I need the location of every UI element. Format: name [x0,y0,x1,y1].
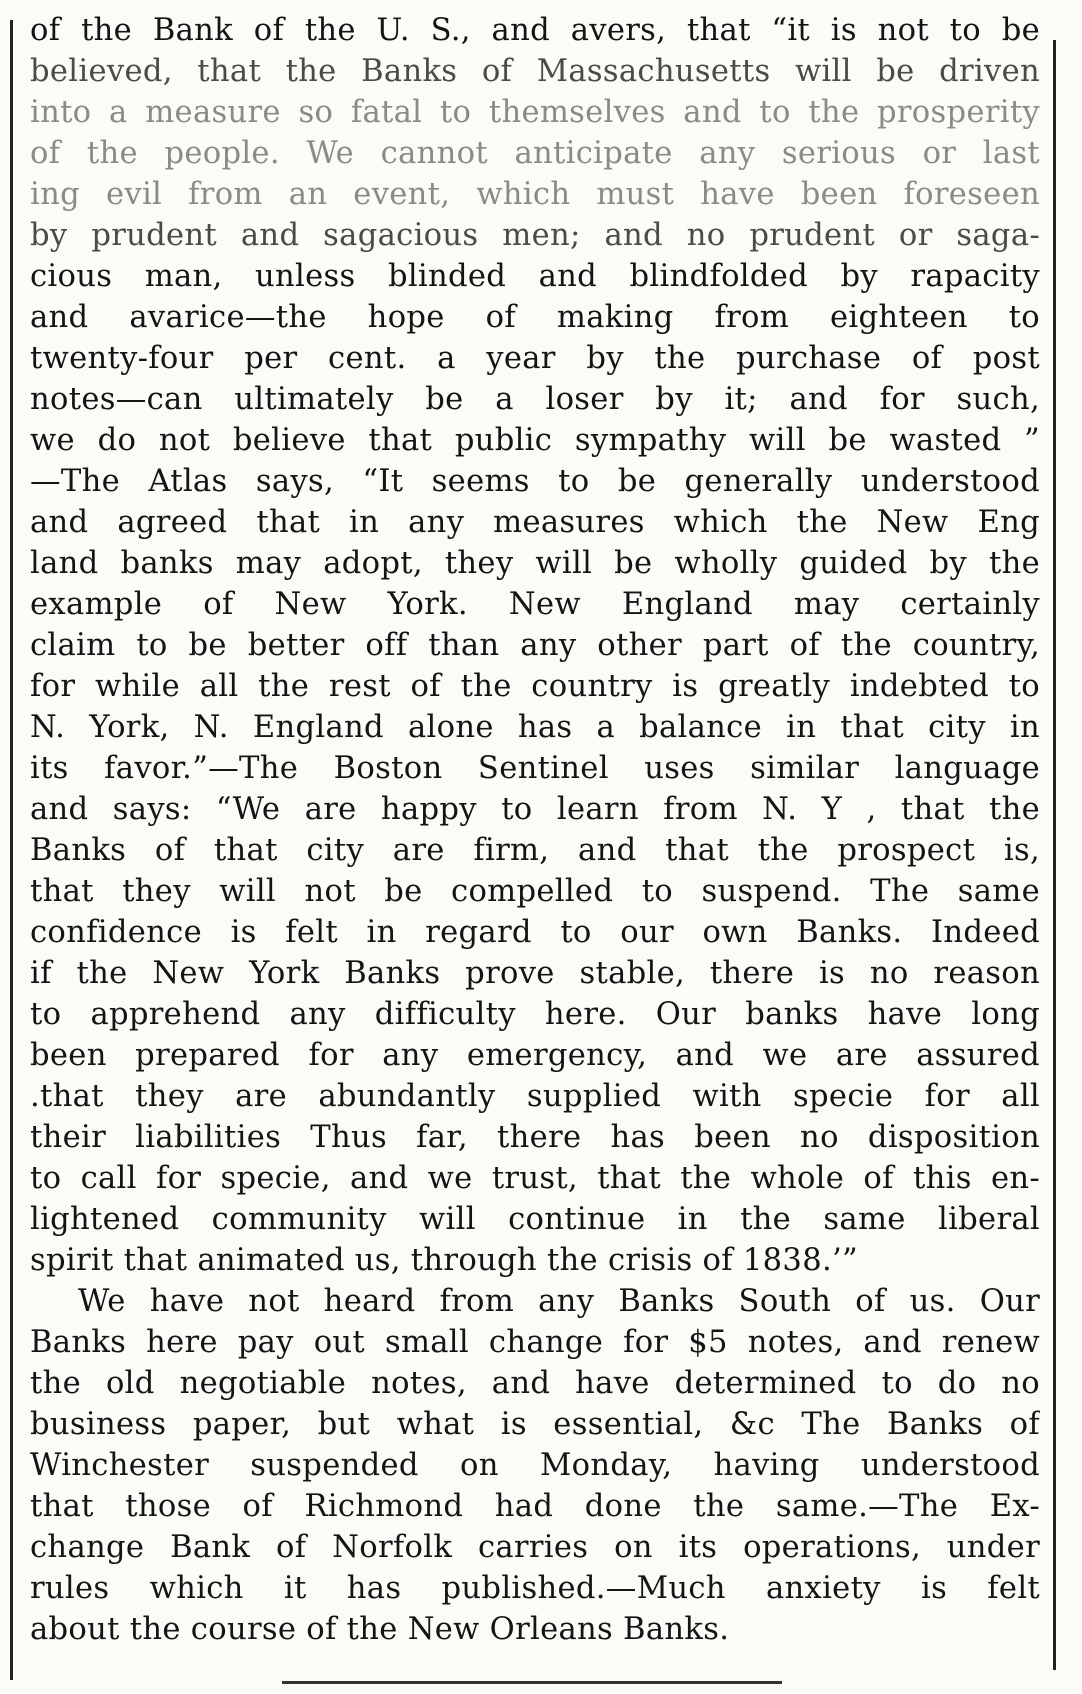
article-line: of the Bank of the U. S., and avers, that “it is not to be [30,13,1040,48]
article-line: Banks here pay out small change for $5 notes, and renew [30,1325,1040,1360]
article-line: We have not heard from any Banks South of us. Our [78,1284,1040,1319]
article-line: N. York, N. England alone has a balance in that city in [30,710,1040,745]
article-line: for while all the rest of the country is greatly indebted to [30,669,1040,704]
article-line: land banks may adopt, they will be wholly guided by the [30,546,1040,581]
article-line: claim to be better off than any other part of the country, [30,628,1040,663]
article-line: and agreed that in any measures which the New Eng [30,505,1040,540]
article-line: and says: “We are happy to learn from N. Y , that the [30,792,1040,827]
article-line: by prudent and sagacious men; and no prudent or saga- [30,218,1040,253]
article-line: Banks of that city are firm, and that the prospect is, [30,833,1040,868]
article-line: that those of Richmond had done the same.—The Ex- [30,1489,1040,1524]
article-column [30,10,1040,1650]
article-line: change Bank of Norfolk carries on its operations, under [30,1530,1040,1565]
article-line: and avarice—the hope of making from eighteen to [30,300,1040,335]
article-line: lightened community will continue in the same liberal [30,1202,1040,1237]
article-line: .that they are abundantly supplied with specie for all [30,1079,1040,1114]
article-line: its favor.”—The Boston Sentinel uses similar language [30,751,1040,786]
column-rule-right [1053,40,1056,1670]
article-line: into a measure so fatal to themselves and to the prosperity [30,95,1040,130]
column-rule-left [10,20,13,1680]
article-line: to apprehend any difficulty here. Our banks have long [30,997,1040,1032]
article-line: example of New York. New England may certainly [30,587,1040,622]
article-line: cious man, unless blinded and blindfolded by rapacity [30,259,1040,294]
article-line: spirit that animated us, through the crisis of 1838.’” [30,1243,858,1278]
article-line: twenty-four per cent. a year by the purchase of post [30,341,1040,376]
article-line: business paper, but what is essential, &c The Banks of [30,1407,1040,1442]
article-line: to call for specie, and we trust, that the whole of this en- [30,1161,1040,1196]
article-line: that they will not be compelled to suspend. The same [30,874,1040,909]
article-line: ing evil from an event, which must have been foreseen [30,177,1040,212]
article-line: —The Atlas says, “It seems to be generally understood [30,464,1040,499]
article-line: their liabilities Thus far, there has been no disposition [30,1120,1040,1155]
article-line: the old negotiable notes, and have determined to do no [30,1366,1040,1401]
article-line: rules which it has published.—Much anxiety is felt [30,1571,1040,1606]
article-line: we do not believe that public sympathy will be wasted ” [30,423,1040,458]
section-divider [282,1681,782,1684]
article-line: confidence is felt in regard to our own Banks. Indeed [30,915,1040,950]
article-line: if the New York Banks prove stable, there is no reason [30,956,1040,991]
article-line: about the course of the New Orleans Banks. [30,1612,730,1647]
article-line: Winchester suspended on Monday, having understood [30,1448,1040,1483]
article-line: been prepared for any emergency, and we are assured [30,1038,1040,1073]
article-line: of the people. We cannot anticipate any serious or last [30,136,1040,171]
article-line: notes—can ultimately be a loser by it; and for such, [30,382,1040,417]
article-line: believed, that the Banks of Massachusetts will be driven [30,54,1040,89]
